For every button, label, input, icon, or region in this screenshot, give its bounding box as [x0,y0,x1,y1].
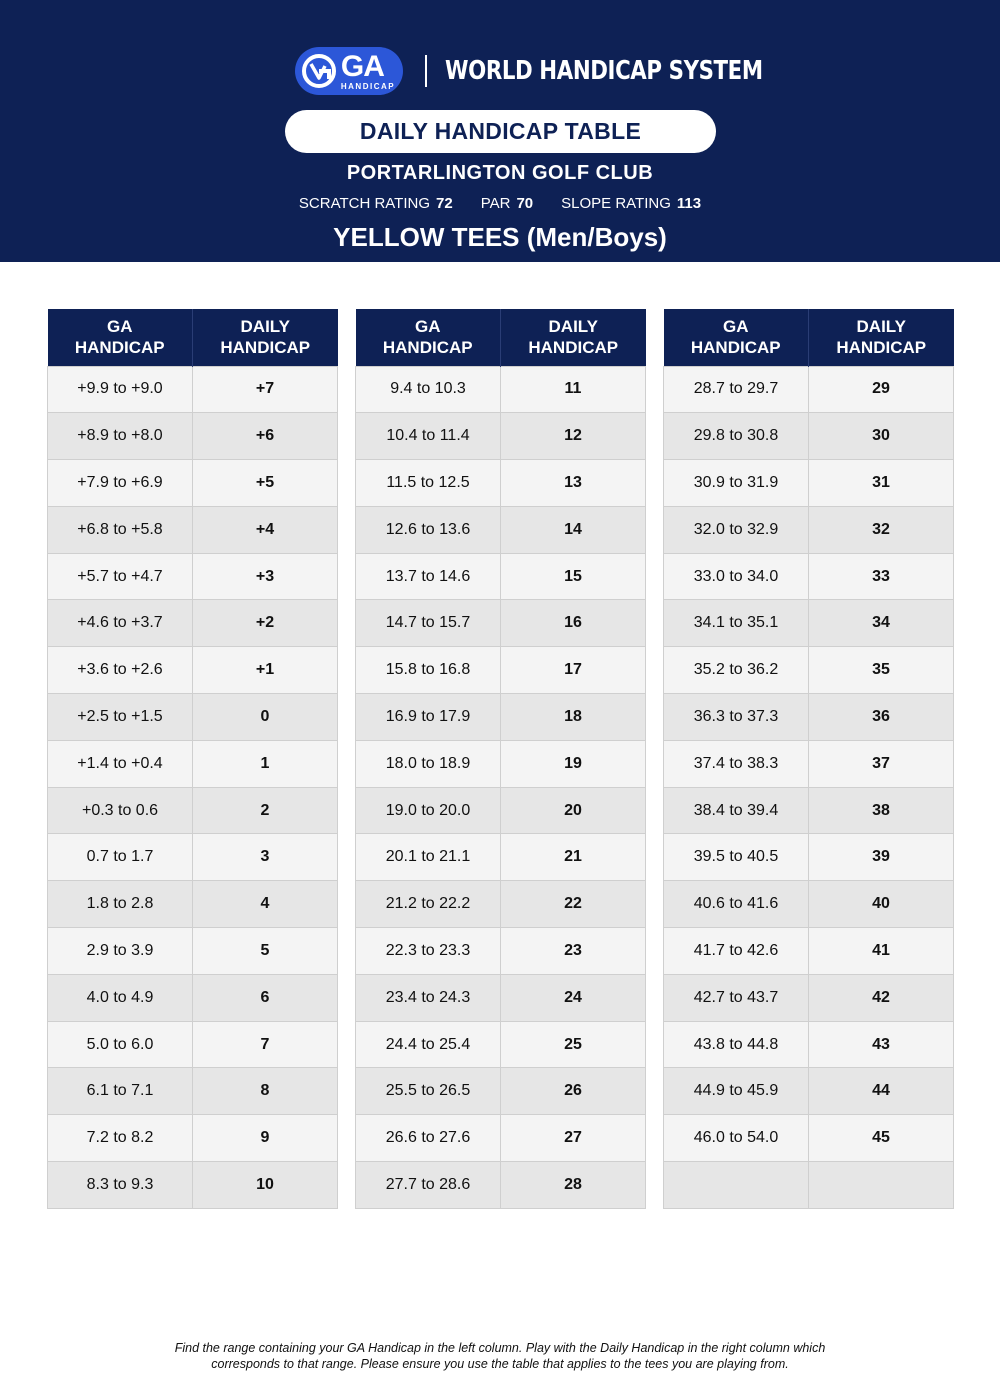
daily-handicap-value: 15 [501,553,646,600]
ga-handicap-range: 6.1 to 7.1 [48,1068,193,1115]
ga-handicap-range: +5.7 to +4.7 [48,553,193,600]
daily-handicap-header: DAILY HANDICAP [809,309,954,366]
logo-row [0,46,1000,96]
ga-handicap-range: 0.7 to 1.7 [48,834,193,881]
table-row [48,1162,338,1209]
ga-handicap-range: 25.5 to 26.5 [356,1068,501,1115]
ga-handicap-range: 43.8 to 44.8 [664,1021,809,1068]
ga-handicap-range: 2.9 to 3.9 [48,928,193,975]
system-title: WORLD HANDICAP SYSTEM [445,56,763,86]
daily-handicap-value: 3 [193,834,338,881]
logo-wordmark [340,49,396,91]
table-row [356,740,646,787]
ga-handicap-range: 22.3 to 23.3 [356,928,501,975]
ga-handicap-range: 27.7 to 28.6 [356,1162,501,1209]
ga-handicap-range: 41.7 to 42.6 [664,928,809,975]
ga-handicap-range: 18.0 to 18.9 [356,740,501,787]
table-row [48,647,338,694]
daily-handicap-value: 29 [809,366,954,413]
handicap-table [355,309,646,1209]
daily-handicap-value: 8 [193,1068,338,1115]
ga-handicap-range: +8.9 to +8.0 [48,413,193,460]
table-row [356,647,646,694]
table-row [356,366,646,413]
daily-handicap-value: 0 [193,694,338,741]
daily-handicap-value: +6 [193,413,338,460]
slope-rating [561,195,701,212]
table-row [48,740,338,787]
daily-handicap-value: 31 [809,460,954,507]
daily-handicap-header: DAILY HANDICAP [501,309,646,366]
table-row [664,413,954,460]
daily-handicap-value: 27 [501,1115,646,1162]
daily-handicap-value: 21 [501,834,646,881]
tees-title: YELLOW TEES (Men/Boys) [333,222,667,252]
ga-handicap-range: +6.8 to +5.8 [48,506,193,553]
daily-handicap-value: 40 [809,881,954,928]
ga-handicap-range: 12.6 to 13.6 [356,506,501,553]
footer-line-2: corresponds to that range. Please ensure you use the table that applies to the tees you are playing from. [211,1357,789,1371]
ga-handicap-range: 32.0 to 32.9 [664,506,809,553]
ga-handicap-range: 16.9 to 17.9 [356,694,501,741]
ga-handicap-range: 10.4 to 11.4 [356,413,501,460]
ga-handicap-range: 8.3 to 9.3 [48,1162,193,1209]
table-row [356,1068,646,1115]
daily-handicap-value: 28 [501,1162,646,1209]
daily-handicap-value: 12 [501,413,646,460]
daily-handicap-value: 26 [501,1068,646,1115]
ga-handicap-range: 11.5 to 12.5 [356,460,501,507]
table-row [664,506,954,553]
table-row [356,553,646,600]
daily-handicap-value: 37 [809,740,954,787]
table-row [664,834,954,881]
ga-handicap-range: 37.4 to 38.3 [664,740,809,787]
ga-handicap-range: 9.4 to 10.3 [356,366,501,413]
table-row [664,647,954,694]
ga-handicap-header: GA HANDICAP [48,309,193,366]
ga-handicap-range: 44.9 to 45.9 [664,1068,809,1115]
table-row [48,506,338,553]
table-row [48,366,338,413]
table-row [664,881,954,928]
daily-handicap-value: +7 [193,366,338,413]
table-row [48,1115,338,1162]
daily-handicap-value: 42 [809,974,954,1021]
ga-handicap-range: +0.3 to 0.6 [48,787,193,834]
ga-handicap-range: 40.6 to 41.6 [664,881,809,928]
ga-handicap-range: 34.1 to 35.1 [664,600,809,647]
daily-handicap-value: 44 [809,1068,954,1115]
daily-handicap-value: 1 [193,740,338,787]
daily-handicap-value: +2 [193,600,338,647]
table-row [356,881,646,928]
table-row [356,1162,646,1209]
daily-handicap-value: 18 [501,694,646,741]
table-row [356,1021,646,1068]
table-row [356,694,646,741]
ga-handicap-range: 28.7 to 29.7 [664,366,809,413]
table-row [664,740,954,787]
daily-handicap-value: 20 [501,787,646,834]
table-row [48,974,338,1021]
table-row [664,1162,954,1209]
ga-handicap-header: GA HANDICAP [664,309,809,366]
table-row [356,413,646,460]
footer-instructions [0,1340,1000,1372]
ga-handicap-range: 46.0 to 54.0 [664,1115,809,1162]
ga-handicap-range: 30.9 to 31.9 [664,460,809,507]
daily-handicap-value: 35 [809,647,954,694]
daily-handicap-value: 16 [501,600,646,647]
daily-handicap-value: 4 [193,881,338,928]
ga-handicap-range: 21.2 to 22.2 [356,881,501,928]
daily-handicap-value: 19 [501,740,646,787]
daily-handicap-value: +4 [193,506,338,553]
table-row [48,834,338,881]
daily-handicap-value: +3 [193,553,338,600]
table-row [356,460,646,507]
table-title: DAILY HANDICAP TABLE [285,110,716,153]
table-row [664,366,954,413]
table-row [48,928,338,975]
table-row [664,974,954,1021]
daily-handicap-value: 25 [501,1021,646,1068]
daily-handicap-value: 22 [501,881,646,928]
handicap-table-3 [663,309,953,1209]
ga-handicap-range: 36.3 to 37.3 [664,694,809,741]
table-row [356,928,646,975]
ga-handicap-range: 7.2 to 8.2 [48,1115,193,1162]
daily-handicap-value: 23 [501,928,646,975]
daily-handicap-value: 43 [809,1021,954,1068]
table-row [664,694,954,741]
table-row [48,1068,338,1115]
daily-handicap-value: 2 [193,787,338,834]
daily-handicap-value: 39 [809,834,954,881]
table-row [356,834,646,881]
ga-handicap-range: 13.7 to 14.6 [356,553,501,600]
daily-handicap-value: 41 [809,928,954,975]
ga-handicap-range: 26.6 to 27.6 [356,1115,501,1162]
table-row [664,460,954,507]
table-row [664,1115,954,1162]
table-row [356,600,646,647]
table-row [48,787,338,834]
ga-handicap-range: 24.4 to 25.4 [356,1021,501,1068]
par-rating [481,195,533,212]
table-header-row [356,309,646,366]
table-row [356,974,646,1021]
daily-handicap-value: 32 [809,506,954,553]
ga-logo-icon [299,51,339,91]
table-row [356,787,646,834]
table-row [664,1021,954,1068]
daily-handicap-header: DAILY HANDICAP [193,309,338,366]
daily-handicap-value: 30 [809,413,954,460]
ga-handicap-range: 35.2 to 36.2 [664,647,809,694]
table-row [48,600,338,647]
table-row [356,506,646,553]
ga-handicap-range: 33.0 to 34.0 [664,553,809,600]
handicap-table [47,309,338,1209]
rating-label: SLOPE RATING [561,195,671,212]
table-row [664,600,954,647]
daily-handicap-value: 5 [193,928,338,975]
rating-value: 70 [516,195,534,212]
daily-handicap-value: 36 [809,694,954,741]
daily-handicap-value: 45 [809,1115,954,1162]
header-banner [0,0,1000,262]
ga-handicap-range: 4.0 to 4.9 [48,974,193,1021]
course-ratings [0,195,1000,212]
logo-ga-text: GA [340,49,384,83]
table-row [48,881,338,928]
table-header-row [48,309,338,366]
table-row [356,1115,646,1162]
rating-value: 113 [676,195,702,212]
daily-handicap-value: 13 [501,460,646,507]
ga-handicap-range [664,1162,809,1209]
footer-line-1: Find the range containing your GA Handicap in the left column. Play with the Daily Handicap in the right column which [174,1341,826,1355]
table-row [664,1068,954,1115]
club-name: PORTARLINGTON GOLF CLUB [346,162,654,184]
daily-handicap-value: 10 [193,1162,338,1209]
ga-handicap-range: +3.6 to +2.6 [48,647,193,694]
daily-handicap-value: 17 [501,647,646,694]
ga-handicap-logo [295,47,403,95]
ga-handicap-range: +2.5 to +1.5 [48,694,193,741]
ga-handicap-range: 1.8 to 2.8 [48,881,193,928]
ga-handicap-range: 39.5 to 40.5 [664,834,809,881]
ga-handicap-range: 5.0 to 6.0 [48,1021,193,1068]
ga-handicap-range: 23.4 to 24.3 [356,974,501,1021]
ga-handicap-range: 29.8 to 30.8 [664,413,809,460]
logo-divider [425,55,427,87]
table-row [664,928,954,975]
ga-handicap-range: 19.0 to 20.0 [356,787,501,834]
table-row [48,694,338,741]
daily-handicap-value: 9 [193,1115,338,1162]
daily-handicap-value: +1 [193,647,338,694]
daily-handicap-value: 33 [809,553,954,600]
rating-label: PAR [480,195,511,212]
daily-handicap-value: 24 [501,974,646,1021]
daily-handicap-value: 34 [809,600,954,647]
daily-handicap-value: 7 [193,1021,338,1068]
rating-value: 72 [436,195,453,212]
table-row [664,553,954,600]
daily-handicap-value: 14 [501,506,646,553]
ga-handicap-range: +7.9 to +6.9 [48,460,193,507]
ga-handicap-range: 15.8 to 16.8 [356,647,501,694]
ga-handicap-range: +9.9 to +9.0 [48,366,193,413]
handicap-table-1 [47,309,337,1209]
daily-handicap-value: 6 [193,974,338,1021]
table-header-row [664,309,954,366]
ga-handicap-range: 20.1 to 21.1 [356,834,501,881]
ga-handicap-range: +1.4 to +0.4 [48,740,193,787]
daily-handicap-value: +5 [193,460,338,507]
logo-sub-text: HANDICAP [340,81,396,91]
table-row [48,553,338,600]
table-row [48,1021,338,1068]
ga-handicap-range: 38.4 to 39.4 [664,787,809,834]
daily-handicap-value: 38 [809,787,954,834]
rating-label: SCRATCH RATING [298,195,431,212]
ga-handicap-range: 42.7 to 43.7 [664,974,809,1021]
handicap-table-2 [355,309,645,1209]
daily-handicap-value: 11 [501,366,646,413]
ga-handicap-range: 14.7 to 15.7 [356,600,501,647]
daily-handicap-value [809,1162,954,1209]
handicap-table [663,309,954,1209]
ga-handicap-range: +4.6 to +3.7 [48,600,193,647]
ga-handicap-header: GA HANDICAP [356,309,501,366]
table-row [664,787,954,834]
table-row [48,460,338,507]
table-row [48,413,338,460]
scratch-rating [299,195,453,212]
